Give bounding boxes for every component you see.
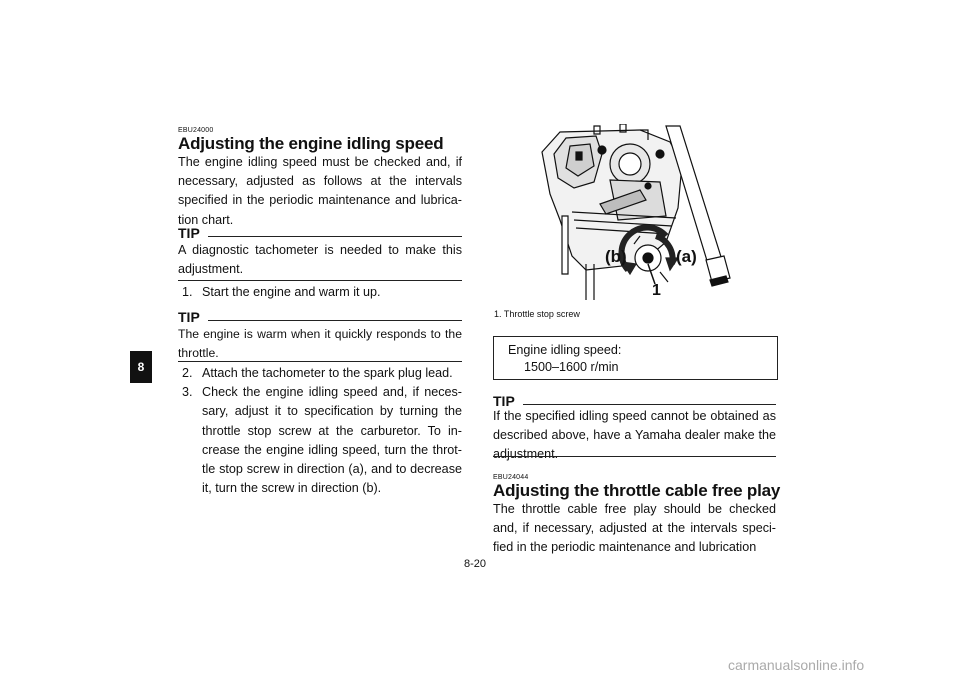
tip-top-rule <box>208 236 462 237</box>
tip-label: TIP <box>178 225 200 241</box>
step-text: Start the engine and warm it up. <box>202 285 381 299</box>
direction-a-label: (a) <box>676 247 697 266</box>
spec-value: 1500–1600 r/min <box>524 360 619 374</box>
page-number: 8-20 <box>464 558 487 570</box>
tip-text: If the specified idling speed cannot be obtained as described above, have a Yamaha dealer make the adjustment. <box>493 409 776 462</box>
step-item <box>182 364 462 383</box>
section-code: EBU24044 <box>493 474 529 481</box>
intro-paragraph: The engine idling speed must be checked and, if necessary, adjusted as follows at the intervals specified in the periodic maintenance and lubrica-tion chart. <box>178 155 462 227</box>
step-number: 2. <box>182 366 193 380</box>
tip-top-rule <box>523 404 776 405</box>
tip-label: TIP <box>493 393 515 409</box>
section-title: Adjusting the engine idling speed <box>178 134 444 153</box>
section-code: EBU24000 <box>178 127 214 134</box>
tip-text: A diagnostic tachometer is needed to make this adjustment. <box>178 243 462 277</box>
step-number: 1. <box>182 285 193 299</box>
tip-text: The engine is warm when it quickly responds to the throttle. <box>178 327 462 361</box>
spec-label: Engine idling speed: <box>508 343 622 357</box>
steps-list-b <box>182 364 462 498</box>
section-tab: 8 <box>130 351 152 383</box>
step-text: Attach the tachometer to the spark plug lead. <box>202 366 453 380</box>
section-title: Adjusting the throttle cable free play <box>493 481 781 500</box>
carburetor-illustration <box>490 124 780 304</box>
watermark: carmanualsonline.info <box>728 657 865 673</box>
tip-label: TIP <box>178 309 200 325</box>
step-item <box>182 383 462 498</box>
figure-caption: 1. Throttle stop screw <box>494 309 580 319</box>
tip-top-rule <box>208 320 462 321</box>
step-text: Check the engine idling speed and, if neces-sary, adjust it to specification by turning the throttle stop screw at the carburetor. To in-crease the engine idling speed, turn the throt-tle stop screw in direction (a), and to decrease it, turn the screw in direction (b). <box>202 385 462 496</box>
direction-b-label: (b) <box>605 247 627 266</box>
spec-box <box>493 336 778 380</box>
cable-paragraph: The throttle cable free play should be checked and, if necessary, adjusted at the intervals speci-fied in the periodic maintenance and lubrication <box>493 502 776 555</box>
step-item <box>182 283 462 302</box>
step-number: 3. <box>182 385 193 400</box>
callout-number: 1 <box>652 282 661 299</box>
steps-list-a <box>182 283 462 302</box>
tip-bottom-rule <box>178 280 462 281</box>
tip-bottom-rule <box>178 361 462 362</box>
tip-bottom-rule <box>493 456 776 457</box>
